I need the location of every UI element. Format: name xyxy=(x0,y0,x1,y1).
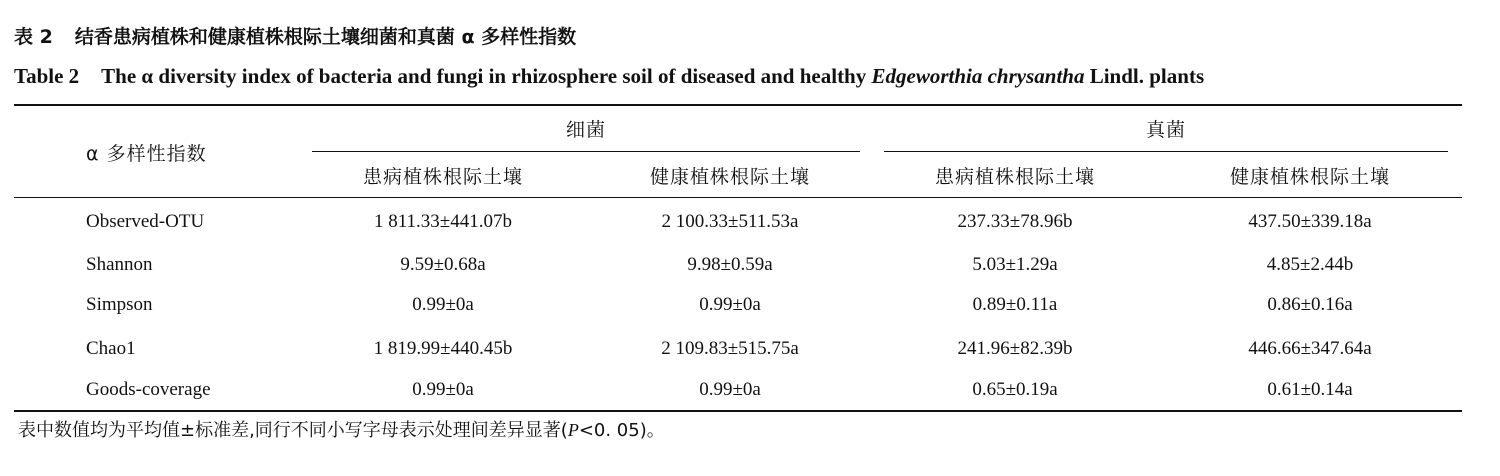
table-cell: 0.61±0.14a xyxy=(1267,379,1353,400)
bacteria-group-rule xyxy=(312,151,860,152)
table-cell: 1 819.99±440.45b xyxy=(373,338,513,359)
footnote-text-pre: 表中数值均为平均值±标准差,同行不同小写字母表示处理间差异显著( xyxy=(18,420,568,441)
row-header-label xyxy=(86,142,207,167)
subheader-bacteria-diseased: 患病植株根际土壤 xyxy=(362,166,524,188)
table-number-cn: 表 2 xyxy=(14,26,53,48)
table-cell: 0.99±0a xyxy=(412,294,474,315)
table-cell: 9.59±0.68a xyxy=(400,254,486,275)
table-cell: 9.98±0.59a xyxy=(687,254,773,275)
table-cell: 1 811.33±441.07b xyxy=(374,211,512,232)
table-cell: 0.99±0a xyxy=(699,379,761,400)
table-bottom-rule xyxy=(14,410,1462,412)
row-label-chao1: Chao1 xyxy=(86,338,136,359)
table-cell: 2 100.33±511.53a xyxy=(661,211,799,232)
table-footnote xyxy=(18,416,665,442)
table-cell: 0.65±0.19a xyxy=(972,379,1058,400)
table-title-en-species: Edgeworthia chrysantha xyxy=(871,64,1085,88)
footnote-text-post: <0. 05)。 xyxy=(578,420,665,441)
table-caption-cn xyxy=(14,22,576,49)
group-header-fungi: 真菌 xyxy=(1145,119,1187,141)
table-cell: 241.96±82.39b xyxy=(957,338,1073,359)
table-top-rule xyxy=(14,104,1462,106)
table-cell: 4.85±2.44b xyxy=(1266,254,1354,275)
table-cell: 0.99±0a xyxy=(699,294,761,315)
table-cell: 0.89±0.11a xyxy=(972,294,1058,315)
table-title-en-post: Lindl. plants xyxy=(1084,64,1205,88)
row-label-simpson: Simpson xyxy=(86,294,153,315)
table-cell: 2 109.83±515.75a xyxy=(661,338,799,359)
table-cell: 0.86±0.16a xyxy=(1267,294,1353,315)
table-title-cn: 结香患病植株和健康植株根际土壤细菌和真菌 α 多样性指数 xyxy=(74,26,577,48)
table-caption-en xyxy=(14,64,1204,89)
subheader-fungi-healthy: 健康植株根际土壤 xyxy=(1229,166,1391,188)
table-title-en-pre: The α diversity index of bacteria and fungi in rhizosphere soil of diseased and healthy xyxy=(101,64,872,88)
table-cell: 0.99±0a xyxy=(412,379,474,400)
table-cell: 5.03±1.29a xyxy=(972,254,1058,275)
row-header-text: α 多样性指数 xyxy=(86,143,207,165)
subheader-fungi-diseased: 患病植株根际土壤 xyxy=(934,166,1096,188)
row-label-goods-coverage: Goods-coverage xyxy=(86,379,211,400)
table-cell: 237.33±78.96b xyxy=(957,211,1073,232)
footnote-p-symbol: P xyxy=(567,420,579,440)
header-bottom-rule xyxy=(14,197,1462,198)
table-number-en: Table 2 xyxy=(14,64,80,88)
fungi-group-rule xyxy=(884,151,1448,152)
table-cell: 437.50±339.18a xyxy=(1248,211,1372,232)
subheader-bacteria-healthy: 健康植株根际土壤 xyxy=(649,166,811,188)
row-label-observed-otu: Observed-OTU xyxy=(86,211,205,232)
group-header-bacteria: 细菌 xyxy=(565,119,607,141)
table-cell: 446.66±347.64a xyxy=(1248,338,1372,359)
row-label-shannon: Shannon xyxy=(86,254,153,275)
